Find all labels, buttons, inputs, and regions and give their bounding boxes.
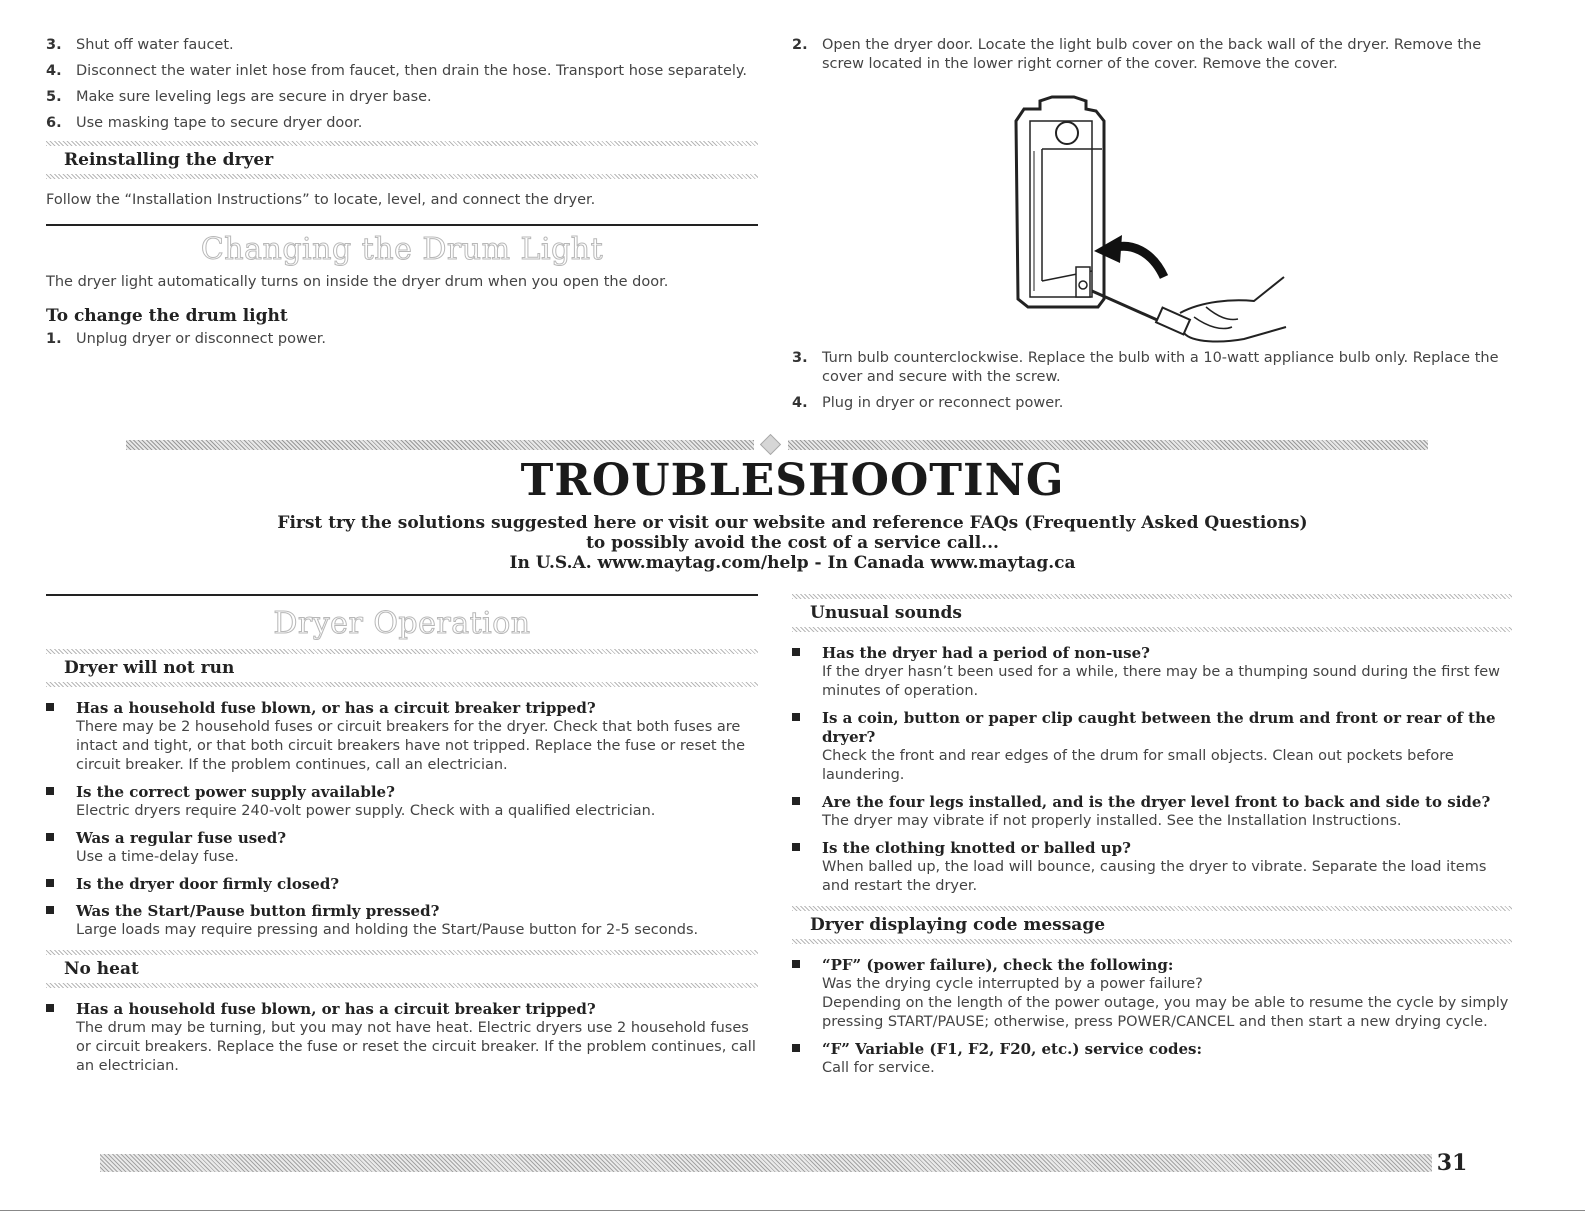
left-top-column: [46, 36, 758, 356]
hatch-divider: [46, 174, 758, 179]
dryer-operation-column: [46, 594, 758, 1084]
faq-item: Has the dryer had a period of non-use? If the dryer hasn’t been used for a while, there may be a thumping sound during the first few minutes of operation.: [792, 644, 1512, 701]
troubleshooting-intro: First try the solutions suggested here or visit our website and reference FAQs (Frequently Asked Questions) to possibly avoid the cost of a service call... In U.S.A. www.maytag.com/help - In Canada www.maytag.ca: [277, 513, 1308, 573]
faq-item: Was a regular fuse used? Use a time-delay fuse.: [46, 829, 758, 867]
section-rule: [46, 594, 758, 596]
faq-item: “PF” (power failure), check the following: Was the drying cycle interrupted by a power failure? Depending on the length of the power outage, you may be able to resume the cycle by simply pressing START/PAUSE; otherwise, press POWER/CANCEL and then start a new drying cycle.: [792, 956, 1512, 1032]
step-item: 5. Make sure leveling legs are secure in dryer base.: [46, 89, 432, 105]
drum-light-title: Changing the Drum Light: [200, 232, 604, 267]
bullet-icon: [46, 833, 54, 841]
steps-right-bottom: [792, 349, 1512, 413]
faq-item: Are the four legs installed, and is the dryer level front to back and side to side? The dryer may vibrate if not properly installed. See the Installation Instructions.: [792, 793, 1512, 831]
right-faq-column: [792, 594, 1512, 1086]
bullet-icon: [46, 787, 54, 795]
bullet-icon: [792, 1044, 800, 1052]
troubleshooting-title: TROUBLESHOOTING: [520, 455, 1065, 506]
banner-bar-left: [126, 440, 754, 450]
bullet-icon: [46, 1004, 54, 1012]
hatch-divider: [792, 939, 1512, 944]
step-item: 4. Disconnect the water inlet hose from faucet, then drain the hose. Transport hose separately.: [46, 63, 748, 79]
prep-steps: [46, 36, 758, 133]
bullet-icon: [792, 797, 800, 805]
banner-bar-right: [788, 440, 1428, 450]
faq-item: Is the clothing knotted or balled up? When balled up, the load will bounce, causing the dryer to vibrate. Separate the load items and restart the dryer.: [792, 839, 1512, 896]
hatch-divider: [46, 983, 758, 988]
faq-item: Has a household fuse blown, or has a circuit breaker tripped? There may be 2 household fuses or circuit breakers for the dryer. Check that both fuses are intact and tight, or that both circuit breakers have not tripped. Replace the fuse or reset the circuit breaker. If the problem continues, call an electrician.: [46, 699, 758, 775]
diamond-ornament: [760, 434, 781, 455]
step-item: 2. Open the dryer door. Locate the light bulb cover on the back wall of the dryer. Remove the screw located in the lower right corner of the cover. Remove the cover.: [792, 37, 1482, 72]
bullet-icon: [792, 648, 800, 656]
bullet-icon: [46, 906, 54, 914]
step-item: 4. Plug in dryer or reconnect power.: [792, 395, 1064, 411]
section-heading: Unusual sounds: [810, 603, 962, 623]
hatch-divider: [46, 682, 758, 687]
step-item: 6. Use masking tape to secure dryer door.: [46, 115, 363, 131]
faq-item: Was the Start/Pause button firmly pressed? Large loads may require pressing and holding the Start/Pause button for 2-5 seconds.: [46, 902, 758, 940]
section-heading: Dryer displaying code message: [810, 915, 1106, 935]
bullet-icon: [46, 703, 54, 711]
dryer-operation-title: Dryer Operation: [273, 606, 531, 641]
right-top-column: [792, 36, 1512, 420]
step-item: 1. Unplug dryer or disconnect power.: [46, 331, 327, 347]
section-rule: [46, 224, 758, 226]
bottom-rule: [0, 1210, 1585, 1211]
footer-hatch-bar: [100, 1154, 1460, 1172]
bullet-icon: [792, 843, 800, 851]
bullet-icon: [792, 960, 800, 968]
faq-item: Has a household fuse blown, or has a circuit breaker tripped? The drum may be turning, but you may not have heat. Electric dryers use 2 household fuses or circuit breakers. Replace the fuse or reset the circuit breaker. If the problem continues, call an electrician.: [46, 1000, 758, 1076]
step-item: 3. Shut off water faucet.: [46, 37, 234, 53]
troubleshooting-banner: [66, 437, 1496, 453]
bullet-icon: [46, 879, 54, 887]
section-heading: No heat: [64, 959, 139, 979]
drum-light-subheading: To change the drum light: [46, 306, 288, 326]
bulb-cover-diagram: [792, 81, 1512, 343]
faq-item: Is a coin, button or paper clip caught between the drum and front or rear of the dryer? Check the front and rear edges of the drum for small objects. Clean out pockets before laundering.: [792, 709, 1512, 785]
faq-item: Is the correct power supply available? Electric dryers require 240-volt power supply. Check with a qualified electrician.: [46, 783, 758, 821]
bulb-cover-illustration: [792, 81, 1512, 343]
section-heading: Dryer will not run: [64, 658, 235, 678]
bullet-icon: [792, 713, 800, 721]
page-number: 31: [1432, 1148, 1472, 1178]
step-item: 3. Turn bulb counterclockwise. Replace the bulb with a 10-watt appliance bulb only. Replace the cover and secure with the screw.: [792, 350, 1499, 385]
hatch-divider: [792, 627, 1512, 632]
reinstall-heading: Reinstalling the dryer: [64, 150, 274, 170]
faq-item: “F” Variable (F1, F2, F20, etc.) service codes: Call for service.: [792, 1040, 1512, 1078]
drum-light-intro: The dryer light automatically turns on inside the dryer drum when you open the door.: [46, 274, 669, 290]
faq-item: Is the dryer door firmly closed?: [46, 875, 758, 894]
reinstall-text: Follow the “Installation Instructions” to locate, level, and connect the dryer.: [46, 192, 596, 208]
